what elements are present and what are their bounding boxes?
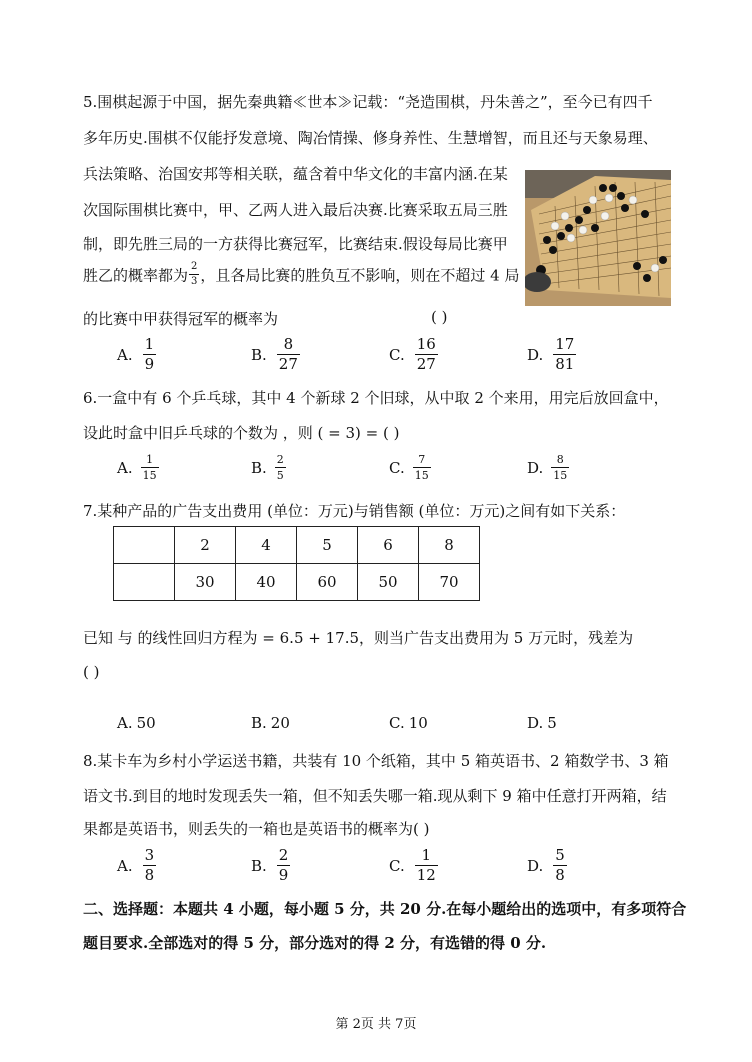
table-cell: 40 xyxy=(236,564,297,601)
table-cell: 70 xyxy=(419,564,480,601)
table-cell: 30 xyxy=(175,564,236,601)
q6-option-d[interactable]: D. $\frac{8}{15}$ xyxy=(527,453,568,482)
q5-probability-fraction: $\frac{2}{3}$ xyxy=(191,261,198,287)
q8-line-1: 8.某卡车为乡村小学运送书籍，共装有 10 个纸箱，其中 5 箱英语书、2 箱数学书、3 箱 xyxy=(83,752,669,770)
table-cell: 60 xyxy=(297,564,358,601)
table-cell xyxy=(114,564,175,601)
q7-option-a[interactable]: A. 50 xyxy=(117,714,156,732)
q5-line-7: 的比赛中甲获得冠军的概率为 xyxy=(83,310,279,328)
table-cell: 2 xyxy=(175,527,236,564)
q5-line-6-post: ，且各局比赛的胜负互不影响，则在不超过 4 局 xyxy=(200,266,520,285)
q5-line-5: 制，即先胜三局的一方获得比赛冠军，比赛结束.假设每局比赛甲 xyxy=(83,235,508,253)
table-cell: 50 xyxy=(358,564,419,601)
table-cell: 5 xyxy=(297,527,358,564)
q7-option-d[interactable]: D. 5 xyxy=(527,714,557,732)
q6-line-1: 6.一盒中有 6 个乒乓球，其中 4 个新球 2 个旧球，从中取 2 个来用，用完后放回盒中， xyxy=(83,389,669,407)
q5-options xyxy=(0,337,752,373)
q8-option-a[interactable]: A. $\frac{3}{8}$ xyxy=(117,846,155,884)
q5-option-d[interactable]: D. $\frac{17}{81}$ xyxy=(527,335,575,373)
q7-data-table xyxy=(113,526,480,601)
q5-option-b[interactable]: B. $\frac{8}{27}$ xyxy=(251,335,298,373)
table-cell: 4 xyxy=(236,527,297,564)
q8-option-b[interactable]: B. $\frac{2}{9}$ xyxy=(251,846,289,884)
go-board-photo xyxy=(525,170,671,306)
q7-option-c[interactable]: C. 10 xyxy=(389,714,428,732)
q8-line-3: 果都是英语书，则丢失的一箱也是英语书的概率为( ) xyxy=(83,820,430,838)
q7-answer-paren: ( ) xyxy=(83,663,100,681)
q8-option-d[interactable]: D. $\frac{5}{8}$ xyxy=(527,846,565,884)
q6-option-b[interactable]: B. $\frac{2}{5}$ xyxy=(251,453,284,482)
table-row xyxy=(114,527,480,564)
q8-option-c[interactable]: C. $\frac{1}{12}$ xyxy=(389,846,436,884)
q5-line-1: 5.围棋起源于中国，据先秦典籍≪世本≫记载：“尧造围棋，丹朱善之”，至今已有四千 xyxy=(83,93,653,111)
q5-line-2: 多年历史.围棋不仅能抒发意境、陶冶情操、修身养性、生慧增智，而且还与天象易理、 xyxy=(83,129,658,147)
q7-option-b[interactable]: B. 20 xyxy=(251,714,290,732)
section-2-line-1: 二、选择题：本题共 4 小题，每小题 5 分，共 20 分.在每小题给出的选项中，有多项符合 xyxy=(83,900,687,918)
q5-option-a[interactable]: A. $\frac{1}{9}$ xyxy=(117,335,155,373)
q5-line-6 xyxy=(83,261,520,289)
q7-line-1: 7.某种产品的广告支出费用 (单位：万元)与销售额 (单位：万元)之间有如下关系： xyxy=(83,502,626,520)
q6-option-a[interactable]: A. $\frac{1}{15}$ xyxy=(117,453,157,482)
table-row xyxy=(114,564,480,601)
table-cell: 6 xyxy=(358,527,419,564)
q5-line-6-pre: 胜乙的概率都为 xyxy=(83,266,189,285)
table-cell: 8 xyxy=(419,527,480,564)
q8-options xyxy=(0,848,752,884)
q6-options xyxy=(0,454,752,490)
q5-line-4: 次国际围棋比赛中，甲、乙两人进入最后决赛.比赛采取五局三胜 xyxy=(83,201,508,219)
go-board-image xyxy=(525,170,671,306)
q6-line-2: 设此时盒中旧乒乓球的个数为 ，则 ( = 3) = ( ) xyxy=(83,424,400,442)
page-footer: 第 2页 共 7页 xyxy=(335,1017,417,1032)
q5-answer-paren: ( ) xyxy=(431,308,448,326)
q7-options xyxy=(0,714,752,750)
table-cell xyxy=(114,527,175,564)
q5-line-3: 兵法策略、治国安邦等相关联，蕴含着中华文化的丰富内涵.在某 xyxy=(83,165,508,183)
q7-line-2: 已知 与 的线性回归方程为 = 6.5 + 17.5，则当广告支出费用为 5 万元时，残差为 xyxy=(83,629,634,647)
section-2-line-2: 题目要求.全部选对的得 5 分，部分选对的得 2 分，有选错的得 0 分. xyxy=(83,934,547,952)
q6-option-c[interactable]: C. $\frac{7}{15}$ xyxy=(389,453,429,482)
q5-option-c[interactable]: C. $\frac{16}{27}$ xyxy=(389,335,436,373)
q8-line-2: 语文书.到目的地时发现丢失一箱，但不知丢失哪一箱.现从剩下 9 箱中任意打开两箱，结 xyxy=(83,787,667,805)
